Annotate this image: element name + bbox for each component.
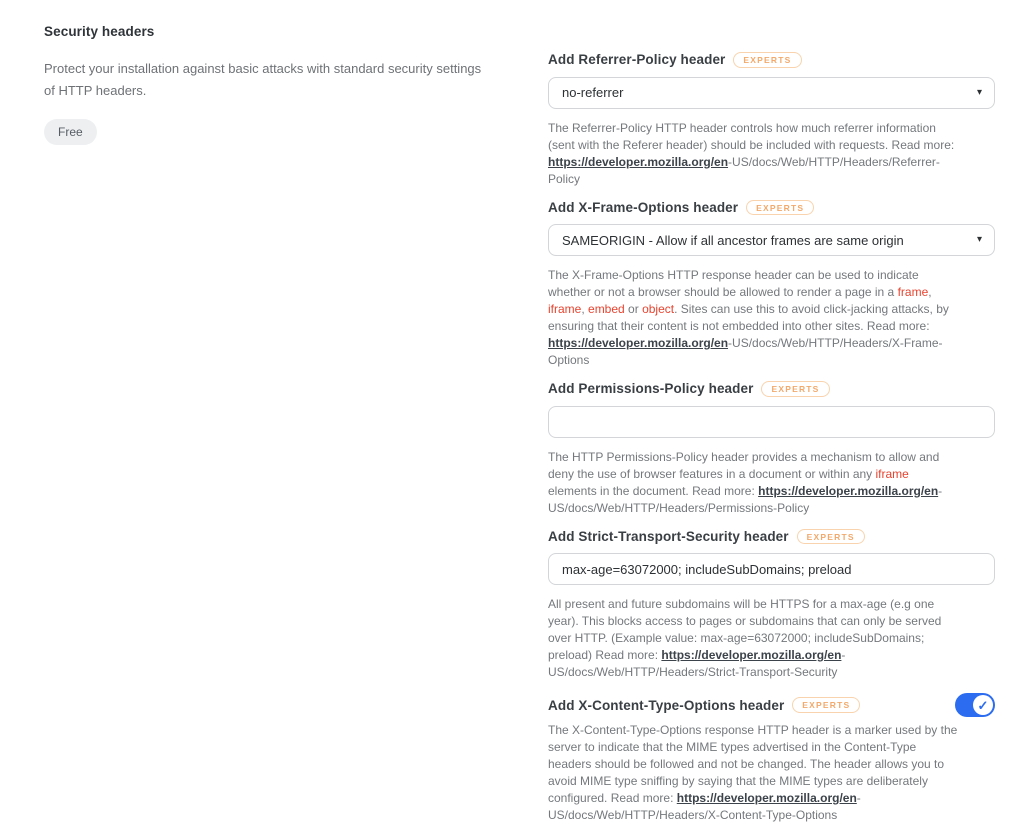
x-frame-options-select[interactable]	[548, 224, 995, 256]
field-title-row	[548, 529, 995, 545]
field-description	[548, 596, 960, 681]
strict-transport-security-input-wrap	[548, 553, 995, 585]
referrer-policy-select-wrap	[548, 77, 995, 109]
chevron-down-icon: ▾	[976, 234, 982, 246]
field-title-row	[548, 200, 995, 216]
mozilla-doc-link[interactable]: https://developer.mozilla.org/en	[758, 483, 939, 498]
settings-column	[548, 24, 995, 836]
field-title: Add X-Content-Type-Options header	[548, 697, 785, 713]
description-text: -US/docs/Web/HTTP/Headers/X-Frame-Options	[548, 336, 943, 367]
field-title-row	[548, 381, 995, 397]
description-text: -US/docs/Web/HTTP/Headers/X-Content-Type-Options	[548, 791, 861, 822]
x-content-type-options-toggle[interactable]	[955, 693, 995, 717]
field-title: Add Referrer-Policy header	[548, 52, 726, 68]
field-title: Add Permissions-Policy header	[548, 381, 754, 397]
field-title: Add X-Frame-Options header	[548, 199, 739, 215]
x-frame-options-select-wrap	[548, 224, 995, 256]
experts-badge: EXPERTS	[746, 200, 814, 216]
field-permissions-policy	[548, 381, 995, 517]
description-text: . Sites can use this to avoid click-jacking attacks, by ensuring that their content is not embedded into other sites. Read more:	[548, 302, 949, 333]
code-token: object	[642, 302, 675, 316]
mozilla-doc-link[interactable]: https://developer.mozilla.org/en	[548, 154, 729, 169]
strict-transport-security-input[interactable]	[548, 553, 995, 585]
description-text: The X-Frame-Options HTTP response header can be used to indicate whether or not a browser should be allowed to render a page in a	[548, 268, 919, 299]
field-x-frame-options	[548, 200, 995, 370]
description-text: ,	[928, 285, 932, 299]
field-x-content-type-options	[548, 693, 995, 824]
description-text: All present and future subdomains will be HTTPS for a max-age (e.g one year). This blocks access to pages or subdomains that can only be served over HTTP. (Example value: max-age=63072000; includeSubDomains; preload) Read more:	[548, 597, 942, 662]
field-description	[548, 449, 960, 517]
description-text: -US/docs/Web/HTTP/Headers/Referrer-Policy	[548, 154, 940, 186]
toggle-check-icon: ✓	[973, 695, 993, 715]
description-text: ,	[581, 302, 589, 316]
experts-badge: EXPERTS	[792, 697, 860, 713]
mozilla-doc-link[interactable]: https://developer.mozilla.org/en	[676, 791, 857, 805]
section-intro-column	[44, 24, 504, 836]
field-title: Add Strict-Transport-Security header	[548, 528, 789, 544]
code-token: iframe	[875, 466, 909, 481]
description-text: The HTTP Permissions-Policy header provides a mechanism to allow and deny the use of browser features in a document or within any	[548, 449, 940, 481]
page-title: Security headers	[44, 24, 155, 39]
description-text: The X-Content-Type-Options response HTTP header is a marker used by the server to indicate that the MIME types advertised in the Content-Type headers should be followed and not be changed. The header allows you to avoid MIME type sniffing by saying that the MIME types are deliberately configured. Read more:	[548, 723, 958, 805]
referrer-policy-select[interactable]	[548, 77, 995, 109]
code-token: frame	[897, 285, 929, 299]
experts-badge: EXPERTS	[797, 529, 865, 545]
code-token: embed	[588, 302, 625, 316]
permissions-policy-input[interactable]	[548, 406, 995, 438]
free-badge: Free	[44, 119, 97, 145]
field-strict-transport-security	[548, 529, 995, 682]
description-text: -US/docs/Web/HTTP/Headers/Strict-Transport-Security	[548, 648, 846, 679]
experts-badge: EXPERTS	[761, 381, 829, 397]
field-description	[548, 120, 960, 188]
description-text: or	[624, 302, 643, 316]
field-description	[548, 267, 960, 369]
code-token: iframe	[548, 302, 582, 316]
experts-badge: EXPERTS	[733, 52, 801, 68]
chevron-down-icon: ▾	[976, 86, 982, 98]
description-text: The Referrer-Policy HTTP header controls how much referrer information (sent with the Referer header) should be included with requests. Read more:	[548, 120, 955, 152]
description-text: -US/docs/Web/HTTP/Headers/Permissions-Policy	[548, 483, 943, 515]
description-text: elements in the document. Read more:	[548, 483, 759, 498]
mozilla-doc-link[interactable]: https://developer.mozilla.org/en	[661, 648, 842, 662]
field-title-row	[548, 52, 995, 68]
field-referrer-policy	[548, 52, 995, 188]
field-title-row	[548, 693, 995, 717]
page-description: Protect your installation against basic attacks with standard security settings of HTTP headers.	[44, 61, 482, 98]
permissions-policy-input-wrap	[548, 406, 995, 438]
field-description	[548, 722, 960, 824]
mozilla-doc-link[interactable]: https://developer.mozilla.org/en	[548, 336, 729, 350]
